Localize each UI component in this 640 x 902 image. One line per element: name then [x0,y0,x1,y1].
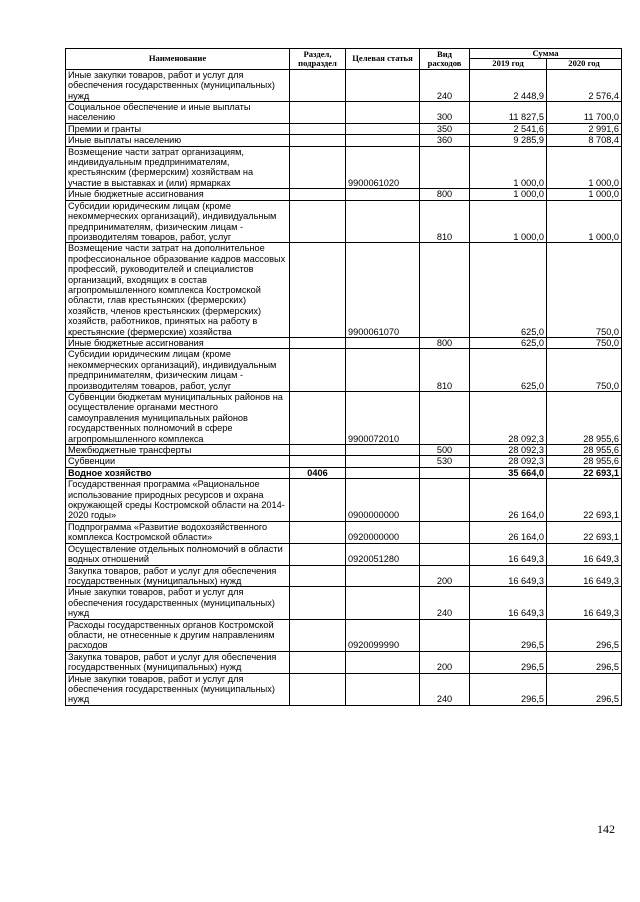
header-year-2020: 2020 год [547,59,622,69]
row-sum-2020: 750,0 [547,349,622,392]
row-name: Возмещение части затрат на дополнительное профессиональное образование кадров массовых профессий, руководителей и специалистов организаций, входящих в состав агропромышленного комплекса Костромской области, глав крестьянских (фермерских) хозяйств, членов крестьянских (фермерских) хозяйств, работников, принятых на работу в крестьянские (фермерские) хозяйства [66,243,290,338]
header-expense-type: Вид расходов [420,49,470,70]
table-body [66,69,622,705]
row-expense-type [420,392,470,445]
row-article: 0920099990 [346,619,420,651]
row-section [290,479,346,522]
budget-table [65,48,622,706]
table-row [66,565,622,587]
row-sum-2019: 35 664,0 [470,467,547,478]
table-row [66,543,622,565]
row-article [346,565,420,587]
table-row [66,467,622,478]
row-sum-2020: 28 955,6 [547,392,622,445]
row-sum-2019: 28 092,3 [470,445,547,456]
table-row [66,123,622,134]
row-sum-2019: 1 000,0 [470,189,547,200]
table-row [66,445,622,456]
row-sum-2020: 16 649,3 [547,565,622,587]
row-sum-2019: 1 000,0 [470,200,547,243]
table-row [66,337,622,348]
row-article [346,349,420,392]
row-sum-2020: 8 708,4 [547,135,622,146]
table-row [66,456,622,467]
row-section [290,349,346,392]
row-section [290,587,346,619]
row-sum-2019: 11 827,5 [470,102,547,124]
row-sum-2019: 28 092,3 [470,392,547,445]
row-sum-2019: 16 649,3 [470,565,547,587]
row-sum-2019: 296,5 [470,619,547,651]
row-expense-type [420,146,470,189]
row-section [290,337,346,348]
row-expense-type: 800 [420,337,470,348]
row-sum-2019: 625,0 [470,243,547,338]
row-expense-type [420,521,470,543]
row-sum-2019: 26 164,0 [470,521,547,543]
table-row [66,146,622,189]
row-section: 0406 [290,467,346,478]
table-row [66,619,622,651]
row-expense-type [420,479,470,522]
row-name: Межбюджетные трансферты [66,445,290,456]
row-sum-2019: 296,5 [470,651,547,673]
row-name: Иные бюджетные ассигнования [66,337,290,348]
row-sum-2019: 625,0 [470,349,547,392]
row-name: Подпрограмма «Развитие водохозяйственного комплекса Костромской области» [66,521,290,543]
row-article: 9900061020 [346,146,420,189]
table-header [66,49,622,70]
row-section [290,189,346,200]
row-article [346,587,420,619]
row-article [346,200,420,243]
row-sum-2019: 16 649,3 [470,543,547,565]
page-number: 142 [597,822,615,836]
table-row [66,479,622,522]
row-sum-2020: 16 649,3 [547,543,622,565]
row-sum-2020: 750,0 [547,243,622,338]
row-expense-type: 810 [420,349,470,392]
row-sum-2020: 1 000,0 [547,146,622,189]
row-name: Социальное обеспечение и иные выплаты населению [66,102,290,124]
row-name: Субсидии юридическим лицам (кроме некоммерческих организаций), индивидуальным предпринимателям, физическим лицам - производителям товаров, работ, услуг [66,349,290,392]
row-expense-type [420,619,470,651]
header-article: Целевая статья [346,49,420,70]
row-section [290,146,346,189]
row-sum-2020: 2 576,4 [547,69,622,101]
row-article [346,673,420,705]
row-expense-type [420,543,470,565]
table-row [66,392,622,445]
row-article [346,337,420,348]
row-sum-2020: 28 955,6 [547,456,622,467]
row-sum-2020: 296,5 [547,619,622,651]
row-name: Премии и гранты [66,123,290,134]
row-section [290,521,346,543]
table-row [66,349,622,392]
row-name: Водное хозяйство [66,467,290,478]
row-name: Субвенции бюджетам муниципальных районов на осуществление органами местного самоуправления муниципальных районов государственных полномочий в сфере агропромышленного комплекса [66,392,290,445]
row-expense-type: 810 [420,200,470,243]
row-section [290,651,346,673]
row-expense-type: 200 [420,565,470,587]
row-expense-type: 360 [420,135,470,146]
row-name: Иные закупки товаров, работ и услуг для обеспечения государственных (муниципальных) нужд [66,587,290,619]
row-article: 0920000000 [346,521,420,543]
row-article [346,445,420,456]
row-expense-type: 240 [420,673,470,705]
row-expense-type: 530 [420,456,470,467]
row-name: Расходы государственных органов Костромской области, не отнесенные к другим направлениям расходов [66,619,290,651]
row-name: Иные бюджетные ассигнования [66,189,290,200]
row-section [290,673,346,705]
row-section [290,445,346,456]
row-sum-2020: 750,0 [547,337,622,348]
row-section [290,543,346,565]
row-article [346,102,420,124]
row-sum-2019: 26 164,0 [470,479,547,522]
header-year-2019: 2019 год [470,59,547,69]
row-sum-2020: 22 693,1 [547,479,622,522]
row-article: 9900072010 [346,392,420,445]
row-expense-type: 300 [420,102,470,124]
row-section [290,392,346,445]
row-article: 0920051280 [346,543,420,565]
row-name: Субсидии юридическим лицам (кроме некоммерческих организаций), индивидуальным предпринимателям, физическим лицам - производителям товаров, работ, услуг [66,200,290,243]
row-section [290,200,346,243]
row-section [290,243,346,338]
row-article [346,467,420,478]
row-article [346,123,420,134]
row-sum-2020: 16 649,3 [547,587,622,619]
header-sum: Сумма [470,49,622,59]
table-row [66,521,622,543]
row-expense-type [420,467,470,478]
row-section [290,135,346,146]
row-article: 0900000000 [346,479,420,522]
row-sum-2020: 1 000,0 [547,189,622,200]
row-sum-2020: 22 693,1 [547,467,622,478]
table-row [66,69,622,101]
row-name: Государственная программа «Рациональное использование природных ресурсов и охрана окружающей среды Костромской области на 2014-2020 годы» [66,479,290,522]
row-section [290,123,346,134]
row-sum-2019: 1 000,0 [470,146,547,189]
row-sum-2019: 28 092,3 [470,456,547,467]
table-row [66,135,622,146]
row-sum-2019: 625,0 [470,337,547,348]
row-expense-type: 800 [420,189,470,200]
row-sum-2020: 296,5 [547,673,622,705]
row-sum-2020: 22 693,1 [547,521,622,543]
row-sum-2020: 1 000,0 [547,200,622,243]
table-row [66,651,622,673]
header-section: Раздел, подраздел [290,49,346,70]
row-article: 9900061070 [346,243,420,338]
row-name: Иные выплаты населению [66,135,290,146]
row-sum-2019: 2 448,9 [470,69,547,101]
table-row [66,189,622,200]
row-section [290,619,346,651]
row-name: Возмещение части затрат организациям, индивидуальным предпринимателям, крестьянским (фермерским) хозяйствам на участие в выставках и (или) ярмарках [66,146,290,189]
row-expense-type [420,243,470,338]
row-article [346,69,420,101]
row-sum-2019: 16 649,3 [470,587,547,619]
header-name: Наименование [66,49,290,70]
row-name: Закупка товаров, работ и услуг для обеспечения государственных (муниципальных) нужд [66,651,290,673]
row-sum-2020: 296,5 [547,651,622,673]
row-article [346,189,420,200]
row-sum-2019: 296,5 [470,673,547,705]
row-expense-type: 200 [420,651,470,673]
row-expense-type: 240 [420,587,470,619]
row-name: Осуществление отдельных полномочий в области водных отношений [66,543,290,565]
row-name: Закупка товаров, работ и услуг для обеспечения государственных (муниципальных) нужд [66,565,290,587]
row-sum-2020: 28 955,6 [547,445,622,456]
row-sum-2019: 2 541,6 [470,123,547,134]
row-section [290,69,346,101]
row-article [346,135,420,146]
row-expense-type: 240 [420,69,470,101]
row-expense-type: 500 [420,445,470,456]
table-row [66,102,622,124]
row-article [346,456,420,467]
table-row [66,200,622,243]
row-article [346,651,420,673]
row-name: Иные закупки товаров, работ и услуг для обеспечения государственных (муниципальных) нужд [66,69,290,101]
row-name: Субвенции [66,456,290,467]
row-section [290,456,346,467]
row-name: Иные закупки товаров, работ и услуг для обеспечения государственных (муниципальных) нужд [66,673,290,705]
row-section [290,102,346,124]
table-row [66,243,622,338]
row-sum-2019: 9 285,9 [470,135,547,146]
row-expense-type: 350 [420,123,470,134]
table-row [66,587,622,619]
table-row [66,673,622,705]
row-sum-2020: 11 700,0 [547,102,622,124]
row-section [290,565,346,587]
row-sum-2020: 2 991,6 [547,123,622,134]
